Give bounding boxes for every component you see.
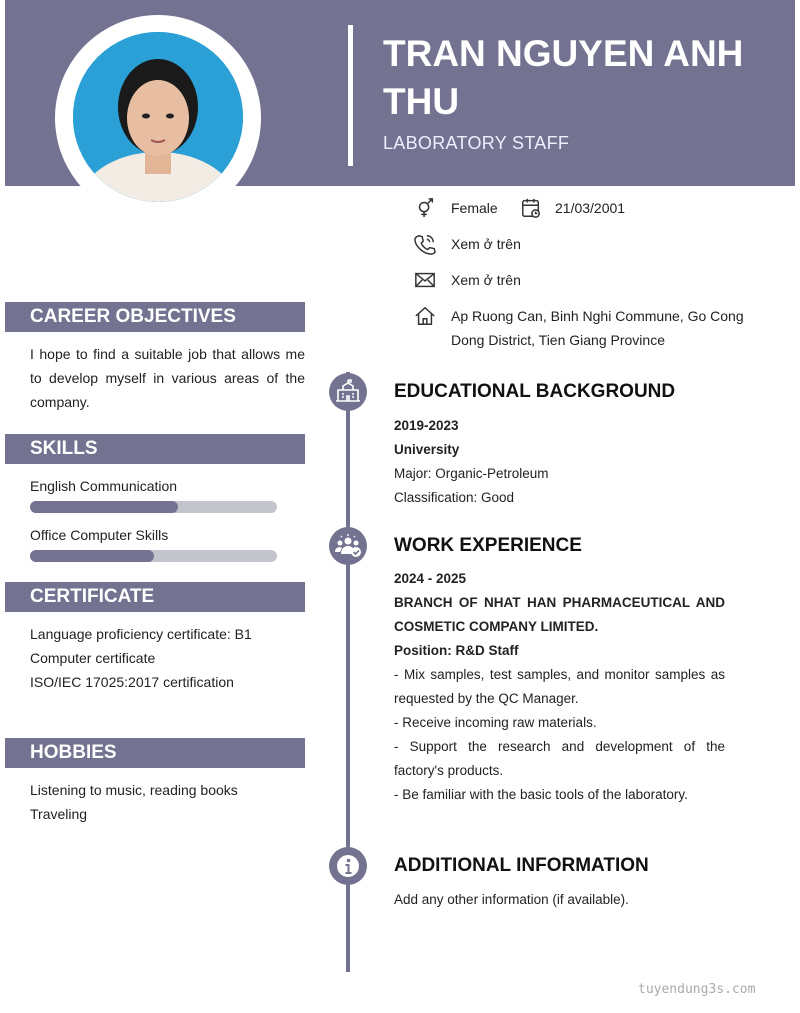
team-icon xyxy=(329,527,367,565)
list-item: ISO/IEC 17025:2017 certification xyxy=(30,674,234,690)
work-period: 2024 - 2025 xyxy=(394,571,467,586)
career-objectives-text: I hope to find a suitable job that allows me to develop myself in various areas of the company. xyxy=(30,346,305,410)
certificate-heading: CERTIFICATE xyxy=(5,582,305,612)
education-heading: EDUCATIONAL BACKGROUND xyxy=(394,381,676,402)
calendar-icon xyxy=(520,197,542,219)
home-icon xyxy=(414,305,436,327)
skills-heading: SKILLS xyxy=(5,434,305,464)
phone-icon xyxy=(414,233,436,255)
education-school: University xyxy=(394,442,460,457)
skill-label: Office Computer Skills xyxy=(30,527,169,543)
certificate-list xyxy=(30,622,252,694)
work-duties xyxy=(394,663,725,807)
email-icon xyxy=(414,269,436,291)
skill-bar xyxy=(30,501,277,513)
phone-value: Xem ở trên xyxy=(451,236,521,252)
hobbies-list xyxy=(30,778,238,826)
dob-value: 21/03/2001 xyxy=(555,200,626,216)
avatar xyxy=(73,32,243,202)
additional-heading: ADDITIONAL INFORMATION xyxy=(394,855,649,876)
watermark: tuyendung3s.com xyxy=(638,982,756,997)
job-title: LABORATORY STAFF xyxy=(383,133,570,153)
name-divider xyxy=(348,25,353,166)
hobbies-heading: HOBBIES xyxy=(5,738,305,768)
skill-label: English Communication xyxy=(30,478,178,494)
list-item: - Be familiar with the basic tools of the laboratory. xyxy=(394,787,688,802)
skill-bar xyxy=(30,550,277,562)
skill-bar-fill xyxy=(30,501,178,513)
education-period: 2019-2023 xyxy=(394,418,459,433)
work-heading: WORK EXPERIENCE xyxy=(394,535,582,556)
list-item: Traveling xyxy=(30,806,88,822)
list-item: - Support the research and development of the factory's products. xyxy=(394,739,725,778)
list-item: - Mix samples, test samples, and monitor samples as requested by the QC Manager. xyxy=(394,667,725,706)
work-position: Position: R&D Staff xyxy=(394,643,519,658)
education-major: Major: Organic-Petroleum xyxy=(394,466,549,481)
additional-text: Add any other information (if available). xyxy=(394,892,629,907)
info-icon xyxy=(329,847,367,885)
education-classification: Classification: Good xyxy=(394,490,515,505)
list-item: Listening to music, reading books xyxy=(30,782,238,798)
email-value: Xem ở trên xyxy=(451,272,521,288)
list-item: Computer certificate xyxy=(30,650,156,666)
career-objectives-heading: CAREER OBJECTIVES xyxy=(5,302,305,332)
gender-icon xyxy=(414,197,436,219)
candidate-name: TRAN NGUYEN ANH THU xyxy=(383,33,744,122)
gender-value: Female xyxy=(451,200,498,216)
skill-bar-fill xyxy=(30,550,154,562)
school-icon xyxy=(329,373,367,411)
address-value: Ap Ruong Can, Binh Nghi Commune, Go Cong Dong District, Tien Giang Province xyxy=(451,308,744,348)
list-item: Language proficiency certificate: B1 xyxy=(30,626,252,642)
work-company: BRANCH OF NHAT HAN PHARMACEUTICAL AND COSMETIC COMPANY LIMITED. xyxy=(394,595,725,634)
list-item: - Receive incoming raw materials. xyxy=(394,715,597,730)
